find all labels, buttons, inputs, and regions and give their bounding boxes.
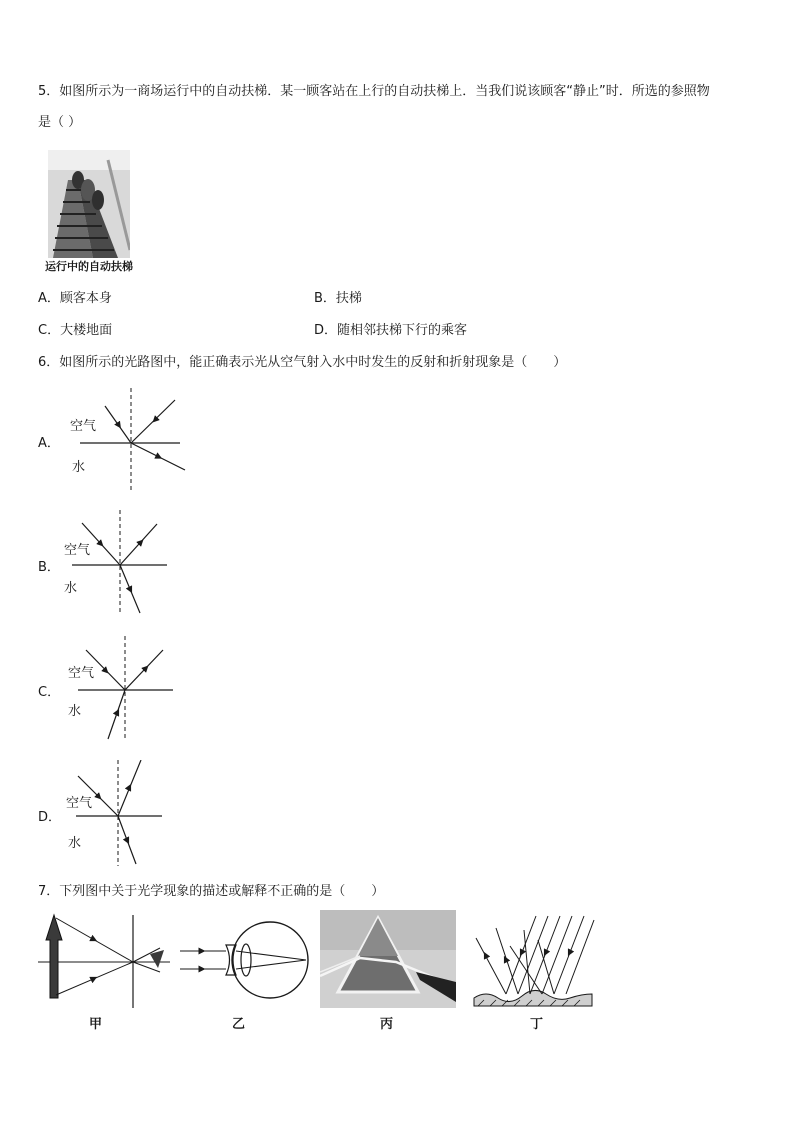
q7-stem: 7．下列图中关于光学现象的描述或解释不正确的是（ ）: [38, 884, 385, 899]
q7-panel-jia-label: 甲: [89, 1017, 103, 1032]
q5-option-b[interactable]: B．扶梯: [314, 291, 362, 306]
q6-option-d-diagram[interactable]: [66, 760, 176, 870]
q6-b-air-label: 空气: [64, 543, 91, 558]
q7-panel-bing-label: 丙: [380, 1017, 394, 1032]
q6-option-b-letter[interactable]: B．: [38, 560, 60, 575]
q7-panel-ding-label: 丁: [530, 1017, 544, 1032]
q7-panel-jia-diagram[interactable]: [38, 910, 170, 1010]
q6-option-c-letter[interactable]: C．: [38, 685, 61, 700]
q6-a-water-label: 水: [72, 460, 86, 475]
q6-d-water-label: 水: [68, 836, 82, 851]
q6-d-air-label: 空气: [66, 796, 93, 811]
q7-panel-yi-label: 乙: [232, 1017, 246, 1032]
q6-option-a-letter[interactable]: A．: [38, 436, 60, 451]
q5-stem-line2: 是（ ）: [38, 115, 82, 130]
q6-stem: 6．如图所示的光路图中，能正确表示光从空气射入水中时发生的反射和折射现象是（ ）: [38, 355, 567, 370]
q5-option-c[interactable]: C．大楼地面: [38, 323, 113, 338]
q6-a-air-label: 空气: [70, 419, 97, 434]
q7-panel-yi-diagram[interactable]: [178, 915, 310, 1005]
q6-option-d-letter[interactable]: D．: [38, 810, 62, 825]
q5-stem-line1: 5．如图所示为一商场运行中的自动扶梯．某一顾客站在上行的自动扶梯上．当我们说该顾客“静止”时．所选的参照物: [38, 84, 710, 99]
q6-option-a-diagram[interactable]: [70, 388, 190, 496]
escalator-photo-caption: 运行中的自动扶梯: [45, 260, 133, 273]
q7-panel-ding-diagram[interactable]: [466, 910, 596, 1008]
escalator-photo: [48, 150, 130, 258]
q6-option-c-diagram[interactable]: [68, 636, 188, 746]
q6-c-water-label: 水: [68, 704, 82, 719]
q5-option-d[interactable]: D．随相邻扶梯下行的乘客: [314, 323, 468, 338]
q6-option-b-diagram[interactable]: [62, 510, 182, 620]
q6-c-air-label: 空气: [68, 666, 95, 681]
q6-b-water-label: 水: [64, 581, 78, 596]
q5-option-a[interactable]: A．顾客本身: [38, 291, 112, 306]
q7-panel-bing-diagram[interactable]: [320, 910, 456, 1008]
